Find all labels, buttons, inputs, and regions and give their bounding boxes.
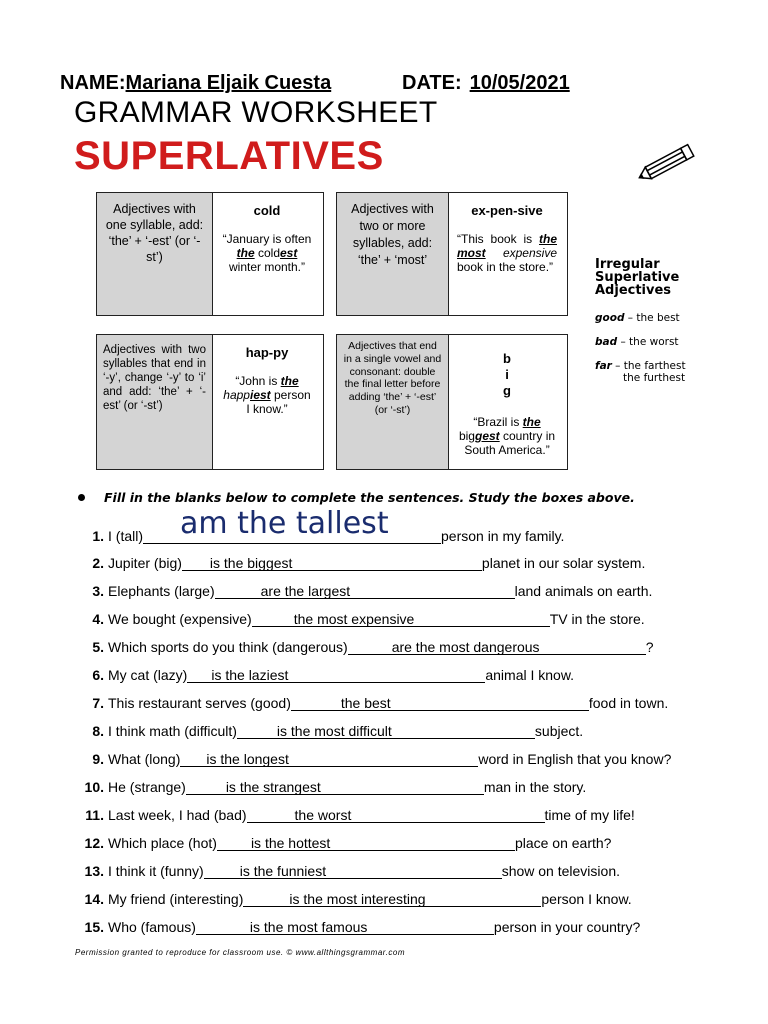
worksheet-subtitle: SUPERLATIVES bbox=[74, 134, 384, 178]
irregular-heading: Irregular Superlative Adjectives bbox=[595, 257, 680, 298]
rule-text: Adjectives that end in a single vowel and consonant: double the final letter before adding ‘the’ + ‘-est’ (or ‘-st’) bbox=[337, 335, 449, 469]
answer-blank[interactable]: is the funniest bbox=[204, 863, 502, 879]
example-sentence: “This book is the most expensive book in the store.” bbox=[457, 232, 557, 274]
sentence-row: 7. This restaurant serves (good) the best food in town. bbox=[92, 695, 669, 711]
handwritten-answer: am the tallest bbox=[180, 506, 389, 541]
bullet-icon bbox=[78, 494, 85, 501]
answer-blank[interactable]: the best bbox=[291, 695, 589, 711]
example-panel bbox=[449, 193, 565, 315]
example-panel bbox=[213, 335, 321, 469]
answer-blank[interactable] bbox=[143, 527, 441, 544]
irregular-far-2: the furthest bbox=[623, 372, 686, 384]
name-field bbox=[60, 72, 354, 95]
rule-box-2 bbox=[336, 192, 568, 316]
example-word: hap-py bbox=[245, 345, 289, 360]
sentence-row: 5. Which sports do you think (dangerous) are the most dangerous ? bbox=[92, 639, 654, 655]
answer-blank[interactable]: are the most dangerous bbox=[348, 639, 646, 655]
date-field bbox=[402, 72, 670, 95]
irregular-far: far – the farthest bbox=[595, 360, 686, 372]
answer-blank[interactable]: is the hottest bbox=[217, 835, 515, 851]
pencil-icon bbox=[636, 140, 700, 186]
example-panel bbox=[449, 335, 565, 469]
name-label: NAME: bbox=[60, 72, 126, 94]
answer-blank[interactable]: the most expensive bbox=[252, 611, 550, 627]
answer-blank[interactable]: is the laziest bbox=[187, 667, 485, 683]
answer-blank[interactable]: the worst bbox=[247, 807, 545, 823]
rule-text: Adjectives with two syllables that end in ‘-y’, change ‘-y’ to ‘i’ and add: ‘the’ + ‘-est’ (or ‘-st’) bbox=[97, 335, 213, 469]
rule-box-4 bbox=[336, 334, 568, 470]
date-label: DATE: bbox=[402, 72, 462, 94]
sentence-row: 11. Last week, I had (bad) the worst time of my life! bbox=[85, 807, 635, 823]
sentence-row: 8. I think math (difficult) is the most difficult subject. bbox=[92, 723, 584, 739]
example-word: b i g bbox=[503, 351, 511, 398]
footer-permission: Permission granted to reproduce for classroom use. © www.allthingsgrammar.com bbox=[75, 948, 405, 957]
name-value: Mariana Eljaik Cuesta bbox=[125, 72, 332, 94]
irregular-good: good – the best bbox=[595, 312, 680, 324]
sentence-row: 2. Jupiter (big) is the biggest planet in our solar system. bbox=[92, 555, 646, 571]
example-sentence: “John is the happiest person I know.” bbox=[223, 374, 311, 416]
answer-blank[interactable]: is the most famous bbox=[196, 919, 494, 935]
rule-box-1 bbox=[96, 192, 324, 316]
example-word: cold bbox=[253, 203, 281, 218]
sentence-row: 3. Elephants (large) are the largest land animals on earth. bbox=[92, 583, 653, 599]
irregular-bad: bad – the worst bbox=[595, 336, 679, 348]
example-panel bbox=[213, 193, 321, 315]
sentence-row: 9. What (long) is the longest word in English that you know? bbox=[92, 751, 672, 767]
answer-blank[interactable]: is the most difficult bbox=[237, 723, 535, 739]
answer-blank[interactable]: is the most interesting bbox=[243, 891, 541, 907]
sentence-row: 15. Who (famous) is the most famous person in your country? bbox=[84, 919, 641, 935]
date-value: 10/05/2021 bbox=[469, 72, 570, 94]
answer-blank[interactable]: are the largest bbox=[215, 583, 515, 599]
rule-box-3 bbox=[96, 334, 324, 470]
sentence-row: 4. We bought (expensive) the most expensive TV in the store. bbox=[92, 611, 645, 627]
sentence-row: 13. I think it (funny) is the funniest show on television. bbox=[84, 863, 620, 879]
sentence-row: 10. He (strange) is the strangest man in the story. bbox=[84, 779, 587, 795]
answer-blank[interactable]: is the biggest bbox=[182, 555, 482, 571]
rule-text: Adjectives with one syllable, add: ‘the’ + ‘-est’ (or ‘-st’) bbox=[97, 193, 213, 315]
rule-text: Adjectives with two or more syllables, add: ‘the’ + ‘most’ bbox=[337, 193, 449, 315]
answer-blank[interactable]: is the strangest bbox=[186, 779, 484, 795]
sentence-row: 14. My friend (interesting) is the most interesting person I know. bbox=[84, 891, 632, 907]
worksheet-title: GRAMMAR WORKSHEET bbox=[74, 96, 438, 129]
instruction: Fill in the blanks below to complete the sentences. Study the boxes above. bbox=[104, 490, 635, 505]
sentence-row: 1. I (tall) person in my family. bbox=[92, 528, 565, 544]
answer-blank[interactable]: is the longest bbox=[180, 751, 478, 767]
example-word: ex-pen-sive bbox=[471, 203, 543, 218]
example-sentence: “Brazil is the biggest country in South America.” bbox=[458, 415, 556, 457]
sentence-row: 6. My cat (lazy) is the laziest animal I know. bbox=[92, 667, 575, 683]
example-sentence: “January is often the coldest winter month.” bbox=[222, 232, 312, 274]
sentence-row: 12. Which place (hot) is the hottest place on earth? bbox=[84, 835, 612, 851]
